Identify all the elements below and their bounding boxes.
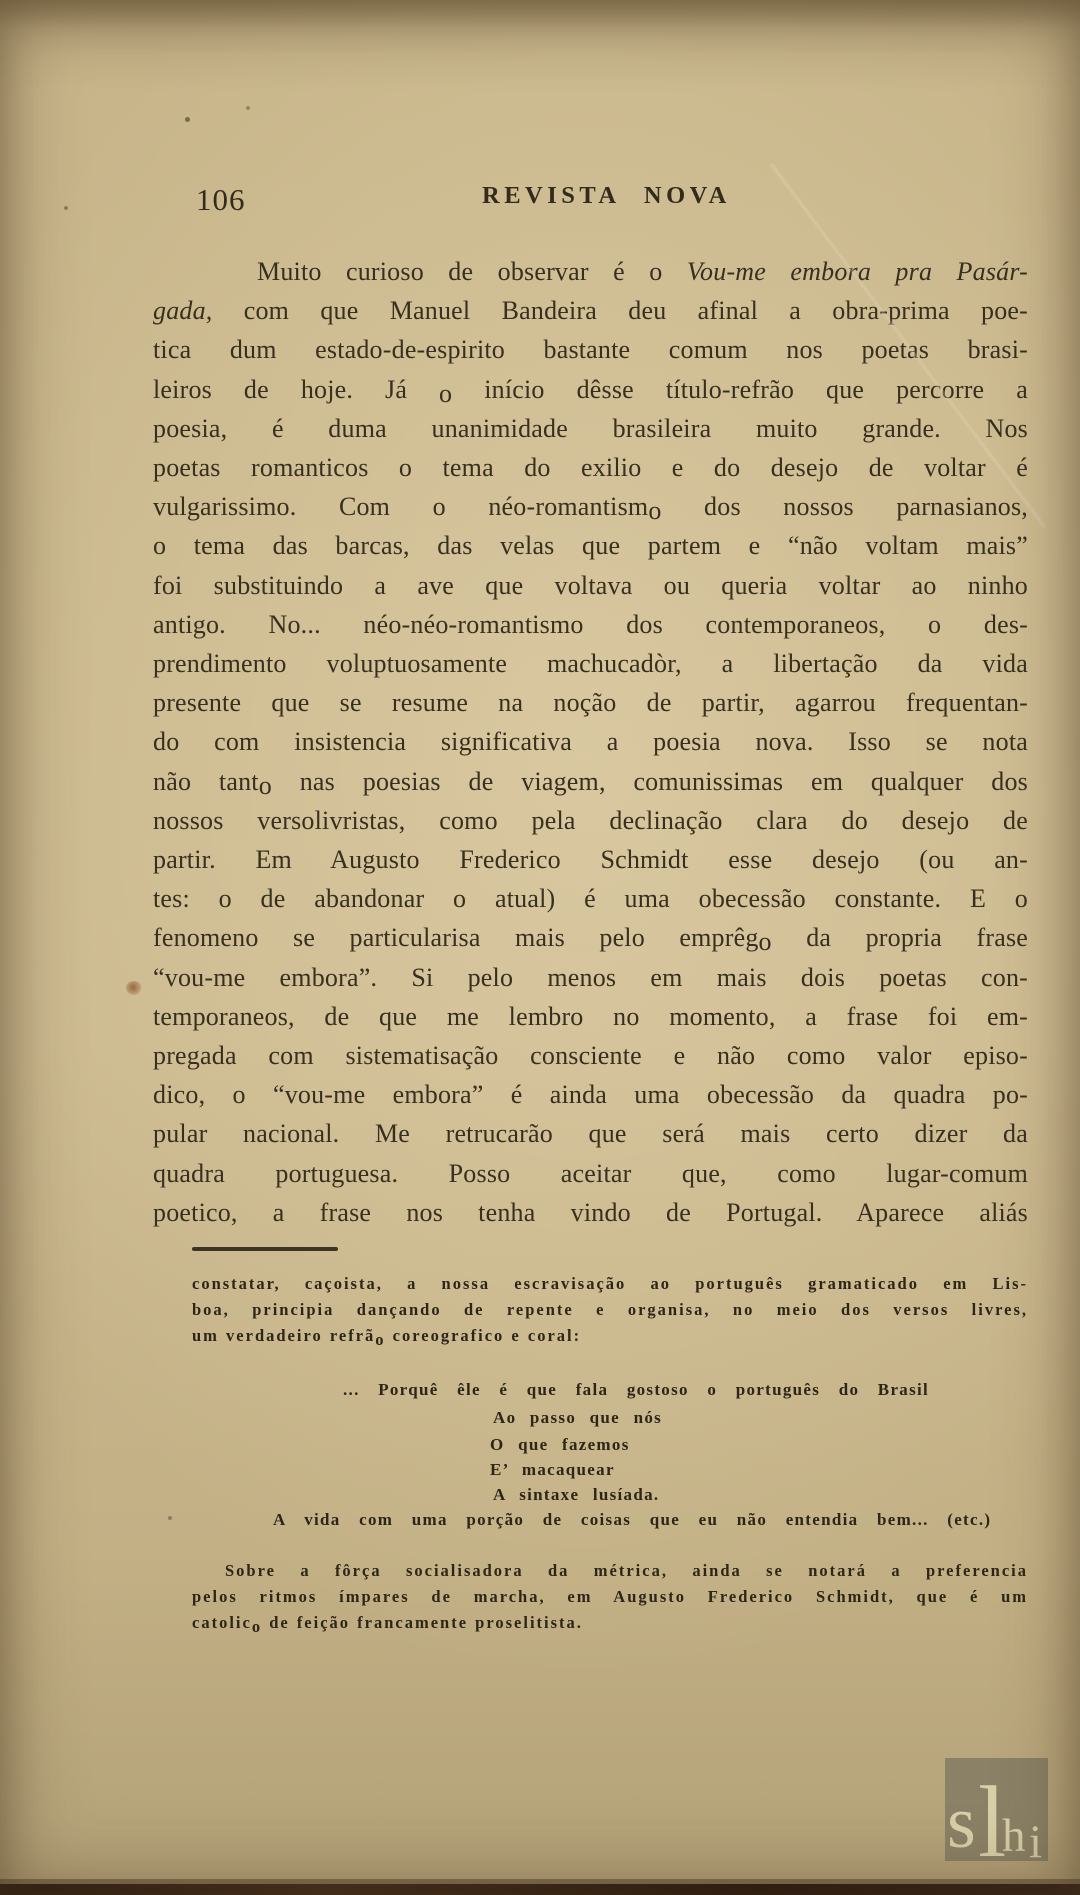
- footnote-para1: [192, 1271, 1028, 1349]
- text-line: E’ macaquear: [490, 1460, 615, 1479]
- text-line: temporaneos, de que me lembro no momento, a frase foi em-: [153, 1001, 1028, 1031]
- text-line: não tanto nas poesias de viagem, comunissimas em qualquer dos: [153, 766, 1028, 800]
- text-line: do com insistencia significativa a poesia nova. Isso se nota: [153, 727, 1028, 757]
- text-line: O que fazemos: [490, 1435, 630, 1454]
- text-line: leiros de hoje. Já o início dêsse título-refrão que percorre a: [153, 374, 1028, 408]
- text-line: nossos versolivristas, como pela declinação clara do desejo de: [153, 805, 1028, 835]
- text-line: foi substituindo a ave que voltava ou queria voltar ao ninho: [153, 570, 1028, 600]
- text-line: antigo. No... néo-néo-romantismo dos contemporaneos, o des-: [153, 609, 1028, 639]
- text-line: presente que se resume na noção de partir, agarrou frequentan-: [153, 688, 1028, 718]
- paper-speck: [246, 106, 250, 110]
- page-number: 106: [196, 182, 246, 217]
- paper-speck: [168, 1516, 172, 1520]
- text-line: partir. Em Augusto Frederico Schmidt esse desejo (ou an-: [153, 845, 1028, 875]
- text-line: Muito curioso de observar é o Vou-me embora pra Pasár-: [257, 257, 1028, 286]
- text-line: Sobre a fôrça socialisadora da métrica, ainda se notará a preferencia: [225, 1561, 1028, 1580]
- watermark-letter: h: [1002, 1810, 1026, 1861]
- text-line: gada, com que Manuel Bandeira deu afinal a obra-prima poe-: [153, 296, 1028, 326]
- text-line: poetas romanticos o tema do exilio e do desejo de voltar é: [153, 453, 1028, 483]
- text-line: o tema das barcas, das velas que partem e “não voltam mais”: [153, 531, 1028, 561]
- text-line: ... Porquê êle é que fala gostoso o português do Brasil: [343, 1380, 930, 1399]
- text-line: pular nacional. Me retrucarão que será mais certo dizer da: [153, 1119, 1028, 1149]
- text-line: prendimento voluptuosamente machucadòr, a libertação da vida: [153, 649, 1028, 679]
- book-edge: [0, 1884, 1080, 1895]
- body-text: [153, 252, 1028, 1232]
- text-line: boa, principia dançando de repente e organisa, no meio dos versos livres,: [192, 1300, 1028, 1319]
- text-line: constatar, caçoista, a nossa escravisação ao português gramaticado em Lis-: [192, 1274, 1028, 1293]
- text-line: A vida com uma porção de coisas que eu não entendia bem... (etc.): [273, 1510, 992, 1529]
- text-line: fenomeno se particularisa mais pelo emprêgo da propria frase: [153, 923, 1028, 957]
- text-line: pelos ritmos ímpares de marcha, em Augusto Frederico Schmidt, que é um: [192, 1587, 1028, 1606]
- text-line: um verdadeiro refrão coreografico e coral:: [192, 1326, 582, 1349]
- text-line: vulgarissimo. Com o néo-romantismo dos nossos parnasianos,: [153, 492, 1028, 526]
- text-line: tes: o de abandonar o atual) é uma obecessão constante. E o: [153, 884, 1028, 914]
- text-line: poetico, a frase nos tenha vindo de Portugal. Aparece aliás: [153, 1197, 1028, 1227]
- watermark-letter: i: [1029, 1816, 1043, 1861]
- footnote-rule: [192, 1247, 338, 1251]
- paper-speck: [64, 206, 68, 210]
- footnote-para2: [192, 1558, 1028, 1636]
- text-line: quadra portuguesa. Posso aceitar que, como lugar-comum: [153, 1158, 1028, 1188]
- rust-stain: [126, 981, 142, 995]
- text-line: Ao passo que nós: [493, 1408, 663, 1427]
- watermark-letter: s: [947, 1782, 976, 1861]
- text-line: pregada com sistematisação consciente e não como valor episo-: [153, 1041, 1028, 1071]
- journal-title: REVISTA NOVA: [482, 182, 731, 209]
- watermark-letter: l: [978, 1766, 1007, 1861]
- text-line: dico, o “vou-me embora” é ainda uma obecessão da quadra po-: [153, 1080, 1028, 1110]
- paper-speck: [185, 117, 190, 122]
- slhi-watermark: [945, 1758, 1048, 1861]
- text-line: poesia, é duma unanimidade brasileira muito grande. Nos: [153, 413, 1028, 443]
- text-line: A sintaxe lusíada.: [493, 1485, 660, 1504]
- text-line: “vou-me embora”. Si pelo menos em mais dois poetas con-: [153, 962, 1028, 992]
- text-line: tica dum estado-de-espirito bastante comum nos poetas brasi-: [153, 335, 1028, 365]
- text-line: catolico de feição francamente proselitista.: [192, 1613, 583, 1636]
